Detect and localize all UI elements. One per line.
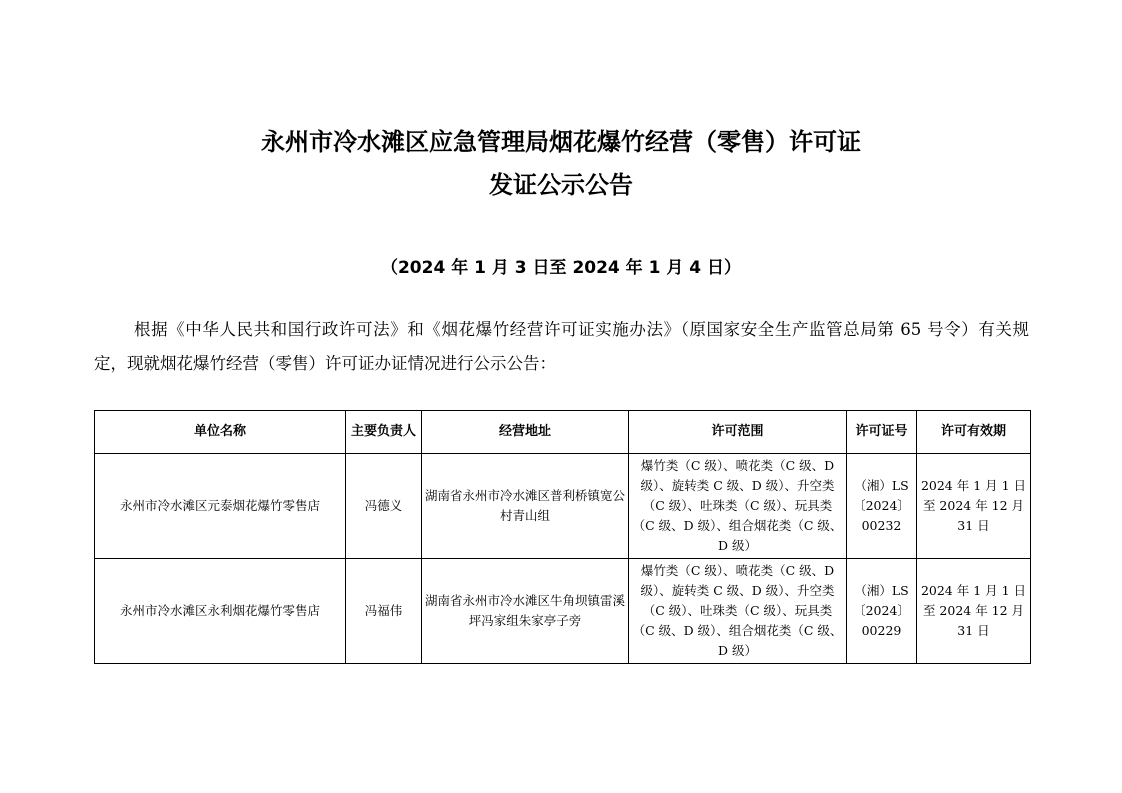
document-title-line2: 发证公示公告	[489, 171, 633, 199]
cell-validity: 2024 年 1 月 1 日至 2024 年 12 月 31 日	[917, 559, 1031, 664]
cell-unit-name: 永州市冷水滩区永利烟花爆竹零售店	[95, 559, 346, 664]
table-header-row	[95, 411, 1031, 454]
cell-address: 湖南省永州市冷水滩区普利桥镇宽公村青山组	[422, 454, 629, 559]
document-title-line1: 永州市冷水滩区应急管理局烟花爆竹经营（零售）许可证	[261, 128, 861, 156]
intro-paragraph: 根据《中华人民共和国行政许可法》和《烟花爆竹经营许可证实施办法》（原国家安全生产监管总局第 65 号令）有关规定，现就烟花爆竹经营（零售）许可证办证情况进行公示公告：	[94, 320, 1029, 373]
header-permit-no: 许可证号	[847, 411, 917, 454]
cell-scope: 爆竹类（C 级）、喷花类（C 级、D 级）、旋转类 C 级、D 级）、升空类（C 级）、吐珠类（C 级）、玩具类（C 级、D 级）、组合烟花类（C 级、D 级）	[629, 454, 847, 559]
header-unit-name: 单位名称	[95, 411, 346, 454]
cell-address: 湖南省永州市冷水滩区牛角坝镇雷溪坪冯家组朱家亭子旁	[422, 559, 629, 664]
cell-validity: 2024 年 1 月 1 日至 2024 年 12 月 31 日	[917, 454, 1031, 559]
permit-table	[94, 410, 1031, 664]
cell-unit-name: 永州市冷水滩区元泰烟花爆竹零售店	[95, 454, 346, 559]
header-address: 经营地址	[422, 411, 629, 454]
header-scope: 许可范围	[629, 411, 847, 454]
cell-person-in-charge: 冯德义	[346, 454, 422, 559]
header-validity: 许可有效期	[917, 411, 1031, 454]
header-person-in-charge: 主要负责人	[346, 411, 422, 454]
table-row	[95, 454, 1031, 559]
announcement-period: （2024 年 1 月 3 日至 2024 年 1 月 4 日）	[380, 258, 742, 278]
cell-person-in-charge: 冯福伟	[346, 559, 422, 664]
cell-permit-no: （湘）LS〔2024〕00229	[847, 559, 917, 664]
table-row	[95, 559, 1031, 664]
cell-permit-no: （湘）LS〔2024〕00232	[847, 454, 917, 559]
cell-scope: 爆竹类（C 级）、喷花类（C 级、D 级）、旋转类 C 级、D 级）、升空类（C 级）、吐珠类（C 级）、玩具类（C 级、D 级）、组合烟花类（C 级、D 级）	[629, 559, 847, 664]
